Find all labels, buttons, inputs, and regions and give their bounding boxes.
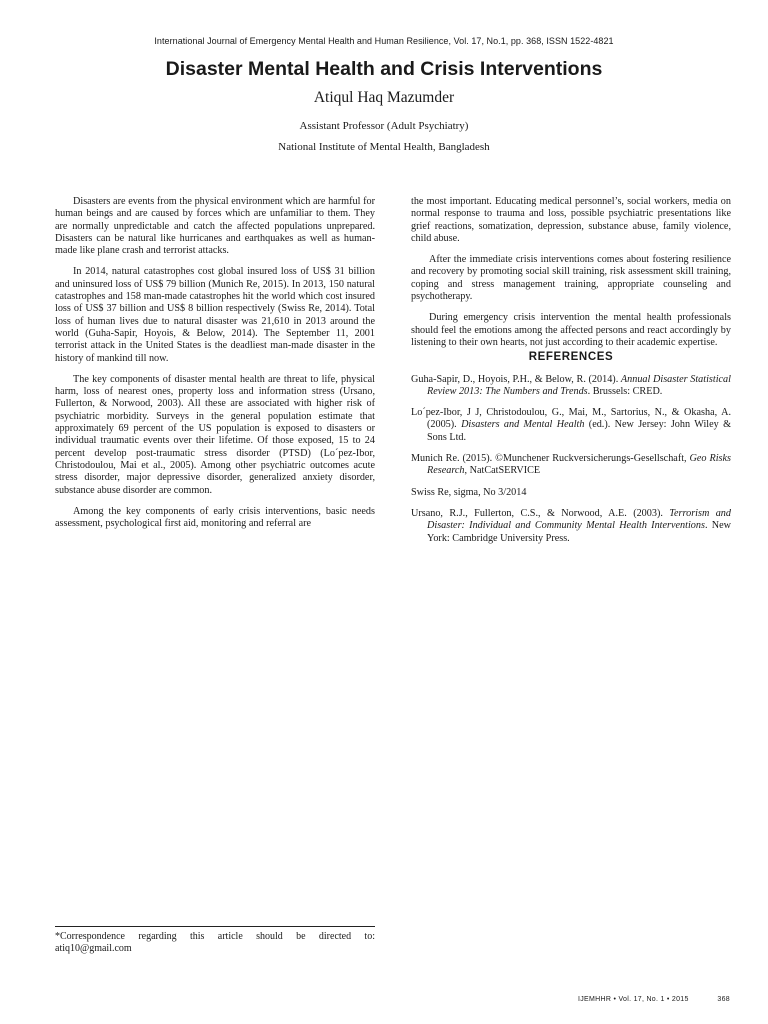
reference-item: Lo´pez-Ibor, J J, Christodoulou, G., Mai, M., Sartorius, N., & Okasha, A. (2005). Disasters and Mental Health (ed.). New Jersey: John Wiley & Sons Ltd. [411,407,731,443]
author-affiliation-institute: National Institute of Mental Health, Bangladesh [278,141,490,153]
author-affiliation-title: Assistant Professor (Adult Psychiatry) [299,120,469,132]
author-name: Atiqul Haq Mazumder [313,89,455,106]
reference-item: Guha-Sapir, D., Hoyois, P.H., & Below, R. (2014). Annual Disaster Statistical Review 2013: The Numbers and Trends. Brussels: CRED. [411,373,731,397]
paragraph: The key components of disaster mental health are threat to life, physical harm, loss of nearest ones, property loss and information stress (Ursano, Fullerton, & Norwood, 2003). All these are associated with higher risk of psychiatric morbidity. Surveys in the general population estimate that approximately 69 percent of the US population is exposed to disasters or individual traumatic events over their lifetime. Of those exposed, 15 to 24 percent develop post-traumatic stress disorder (PTSD) (Lo´pez-Ibor, Christodoulou, Mai et al., 2005). Among other psychiatric outcomes acute stress disorder, major depressive disorder, generalized anxiety disorder, substance abuse disorder are common. [55,373,375,496]
paragraph: the most important. Educating medical personnel’s, social workers, media on normal response to trauma and loss, possible psychiatric presentations like grief reactions, somatization, depression, substance abuse, family violence, child abuse. [411,196,731,244]
footnote-divider [55,926,375,927]
running-title: IJEMHHR • Vol. 17, No. 1 • 2015 [578,996,689,1003]
running-footer [578,996,730,1003]
journal-header: International Journal of Emergency Mental Health and Human Resilience, Vol. 17, No.1, pp. 368, ISSN 1522-4821 [154,36,614,46]
paragraph: Disasters are events from the physical environment which are harmful for human beings and are caused by forces which are unfamiliar to them. They are normally unpredictable and catch the affected populations unprepared. Disasters can be natural like hurricanes and earthquakes as well as human-made like plane crash and terrorist attacks. [55,196,375,257]
page-number: 368 [717,996,730,1003]
references-heading: REFERENCES [528,351,614,364]
paragraph: During emergency crisis intervention the mental health professionals should feel the emotions among the affected persons and react accordingly by listening to their own hearts, not just according to their academic expertise. [411,312,731,348]
article-title: Disaster Mental Health and Crisis Interventions [165,58,603,80]
reference-item: Munich Re. (2015). ©Munchener Ruckversicherungs-Gesellschaft, Geo Risks Research, NatCatSERVICE [411,453,731,477]
reference-item: Swiss Re, sigma, No 3/2014 [411,486,527,498]
right-column [411,196,731,554]
correspondence-footnote: *Correspondence regarding this article should be directed to: atiq10@gmail.com [55,931,375,954]
paragraph: In 2014, natural catastrophes cost global insured loss of US$ 31 billion and uninsured loss of US$ 79 billion (Munich Re, 2015). In 2013, 150 natural catastrophes and 158 man-made catastrophes hit the world which cost insured loss of US$ 37 billion and US$ 8 billion respectively (Swiss Re, 2014). Total loss of human lives due to natural disaster was 21,610 in 2013 around the world (Guha-Sapir, Hoyois, & Below, 2014). The September 11, 2001 terrorist attack in the United States is the deadliest man-made disaster in the history of mankind till now. [55,266,375,364]
left-column [55,196,375,539]
reference-item: Ursano, R.J., Fullerton, C.S., & Norwood, A.E. (2003). Terrorism and Disaster: Individual and Community Mental Health Interventions. New York: Cambridge University Press. [411,507,731,544]
references-list [411,374,731,545]
paragraph: Among the key components of early crisis interventions, basic needs assessment, psychological first aid, monitoring and referral are [55,505,375,530]
paragraph: After the immediate crisis interventions comes about fostering resilience and recovery by promoting social skill training, risk assessment skill training, coping and stress management training, appropriate counseling and psychotherapy. [411,254,731,303]
